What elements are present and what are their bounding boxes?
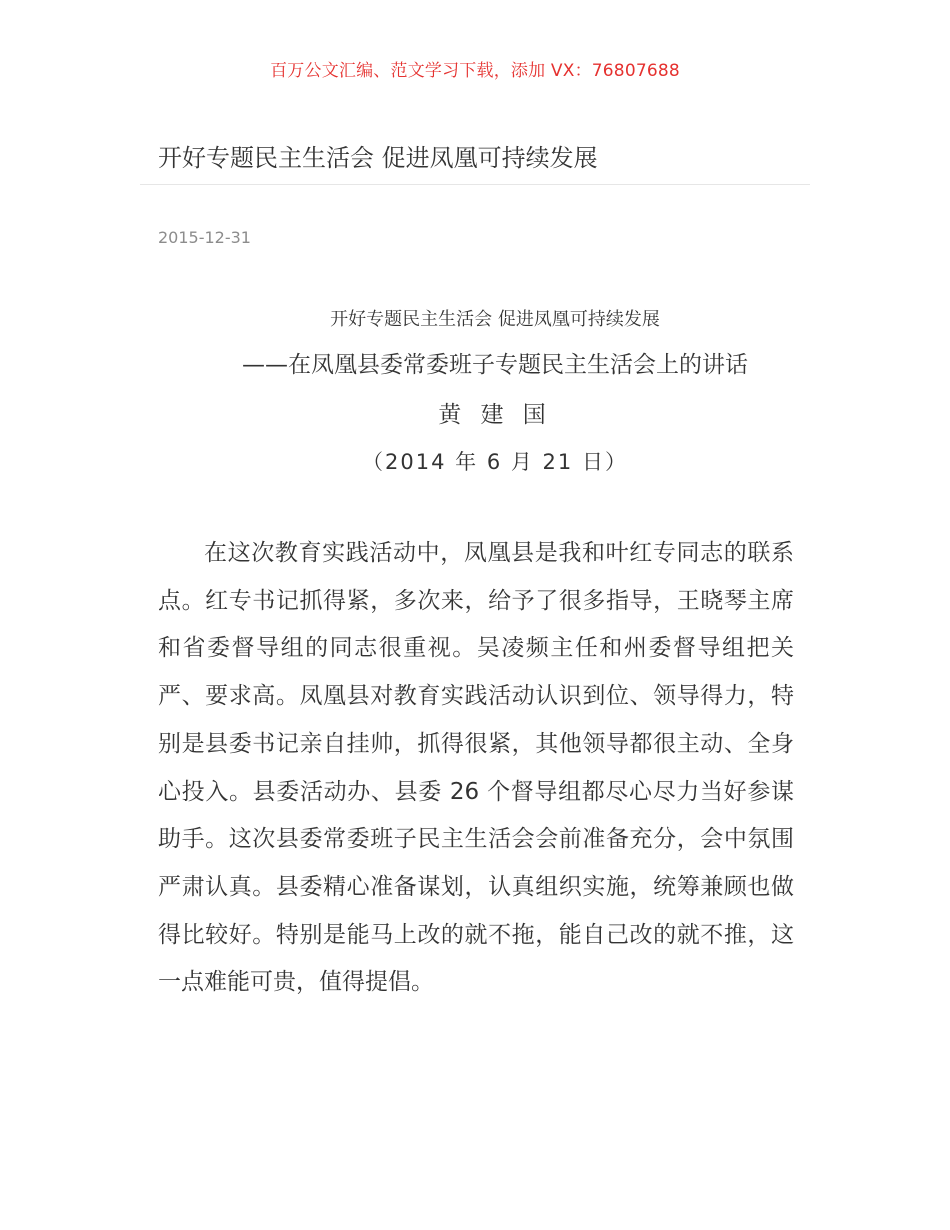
publish-date: 2015-12-31 xyxy=(158,228,251,247)
body-paragraph: 在这次教育实践活动中，凤凰县是我和叶红专同志的联系点。红专书记抓得紧，多次来，给予了很多指导，王晓琴主席和省委督导组的同志很重视。吴凌频主任和州委督导组把关严、要求高。凤凰县对教育实践活动认识到位、领导得力，特别是县委书记亲自挂帅，抓得很紧，其他领导都很主动、全身心投入。县委活动办、县委 26 个督导组都尽心尽力当好参谋助手。这次县委常委班子民主生活会会前准备充分，会中氛围严肃认真。县委精心准备谋划，认真组织实施，统筹兼顾也做得比较好。特别是能马上改的就不拖，能自己改的就不推，这一点难能可贵，值得提倡。 xyxy=(158,540,794,996)
speech-author: 黄 建 国 xyxy=(438,402,552,428)
speech-title: 开好专题民主生活会 促进凤凰可持续发展 xyxy=(330,309,660,330)
title-divider xyxy=(140,184,810,185)
speech-subtitle: ——在凤凰县委常委班子专题民主生活会上的讲话 xyxy=(242,352,748,378)
article-title: 开好专题民主生活会 促进凤凰可持续发展 xyxy=(158,144,598,172)
speech-date: （2014 年 6 月 21 日） xyxy=(362,450,628,474)
promo-banner: 百万公文汇编、范文学习下载，添加 VX：76807688 xyxy=(270,61,680,81)
